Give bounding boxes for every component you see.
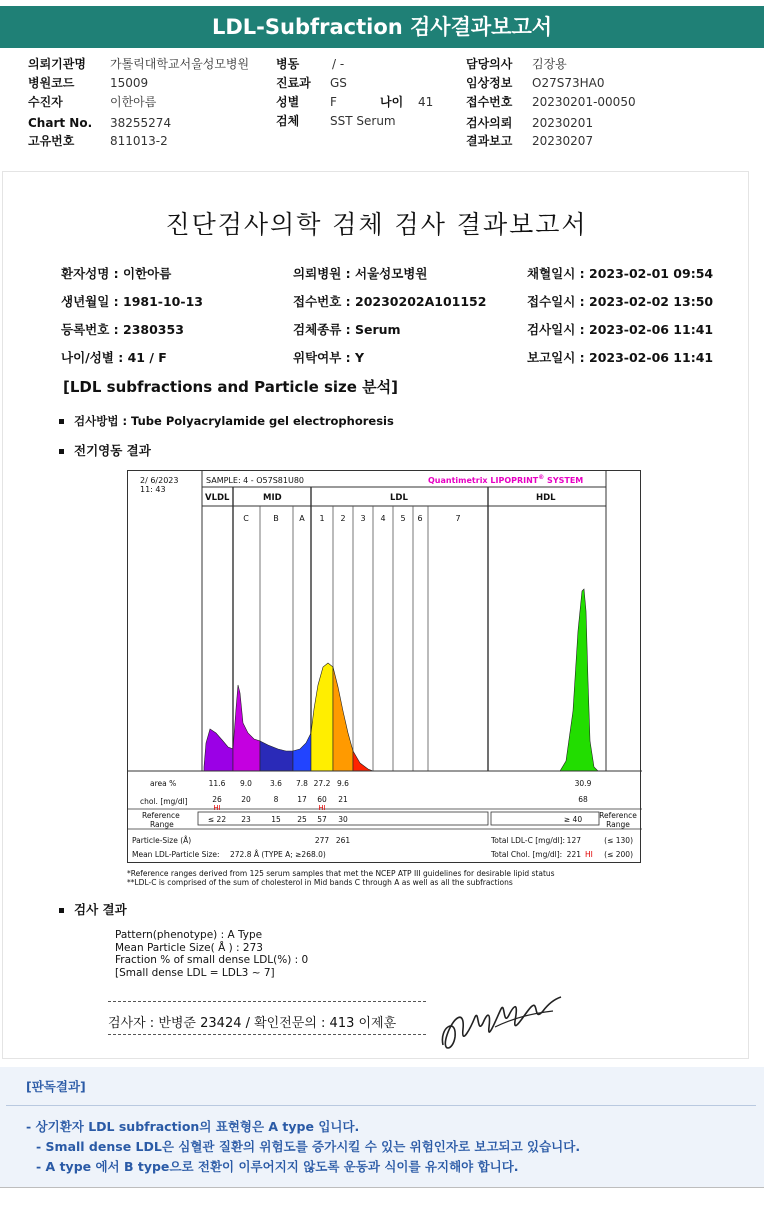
mid-b-peak xyxy=(260,741,293,771)
meta-key: 수진자 xyxy=(28,95,63,109)
report-heading: 진단검사의학 검체 검사 결과보고서 xyxy=(165,210,588,239)
group-label-vldl: VLDL xyxy=(205,493,230,503)
band-label: 2 xyxy=(340,514,346,523)
patient-info: 생년월일 : 1981-10-13 xyxy=(61,294,203,309)
area-value: 7.8 xyxy=(296,779,308,788)
chol-value: 26 xyxy=(212,795,222,804)
meta-key: 나이 xyxy=(380,95,404,109)
row-label: Reference xyxy=(142,811,180,820)
patient-info: 등록번호 : 2380353 xyxy=(61,322,184,337)
band-label: 3 xyxy=(360,514,366,523)
vldl-peak xyxy=(204,729,233,771)
area-value: 3.6 xyxy=(270,779,282,788)
ldl1-peak xyxy=(311,663,333,771)
patient-info: 나이/성별 : 41 / F xyxy=(61,350,167,365)
particle-size-value: 277 xyxy=(314,836,330,845)
footnote-1: *Reference ranges derived from 125 serum samples that met the NCEP ATP III guidelines for desirable lipid status xyxy=(127,869,555,878)
meta-key: 결과보고 xyxy=(466,134,513,148)
total-value: 221 xyxy=(566,850,581,859)
footnote-2: **LDL-C is comprised of the sum of cholesterol in Mid bands C through A as well as all the subfractions xyxy=(127,878,513,887)
bullet-icon xyxy=(59,449,64,454)
meta-key: 임상정보 xyxy=(466,76,513,90)
result-heading: 검사 결과 xyxy=(74,902,127,917)
meta-value: / - xyxy=(332,57,345,71)
header-meta xyxy=(0,0,764,160)
divider xyxy=(0,1187,764,1188)
area-value: 11.6 xyxy=(208,779,226,788)
patient-info: 위탁여부 : Y xyxy=(293,350,365,365)
hdl-peak xyxy=(560,589,598,771)
meta-value: GS xyxy=(330,76,347,90)
band-label: A xyxy=(299,514,305,523)
method-line xyxy=(59,413,394,429)
chart-time: 11: 43 xyxy=(140,485,166,494)
meta-value: 이한아름 xyxy=(110,95,157,109)
band-label: 4 xyxy=(380,514,386,523)
meta-value: O27S73HA0 xyxy=(532,76,605,90)
chart-svg xyxy=(128,471,642,864)
patient-info: 채혈일시 : 2023-02-01 09:54 xyxy=(527,266,714,281)
signature-icon xyxy=(435,987,565,1057)
chol-value: 60 xyxy=(317,795,327,804)
meta-key: 병동 xyxy=(276,57,300,71)
interpretation-panel xyxy=(0,1067,764,1187)
band-label: B xyxy=(273,514,279,523)
chart-sample: SAMPLE: 4 - O57S81U80 xyxy=(206,476,305,485)
divider xyxy=(108,1034,426,1035)
meta-value: 41 xyxy=(418,95,434,109)
band-label: C xyxy=(243,514,249,523)
chol-value: 21 xyxy=(338,795,348,804)
row-label: Range xyxy=(150,820,174,829)
report-title-bar: LDL-Subfraction 검사결과보고서 xyxy=(0,6,764,48)
band-label: 1 xyxy=(319,514,325,523)
patient-info: 접수일시 : 2023-02-02 13:50 xyxy=(527,294,714,309)
result-block xyxy=(115,929,308,979)
patient-info: 검사일시 : 2023-02-06 11:41 xyxy=(527,322,714,337)
total-label: Total LDL-C [mg/dl]: xyxy=(491,836,566,845)
chol-value: 8 xyxy=(273,795,279,804)
total-value: 127 xyxy=(566,836,581,845)
result-pattern: Pattern(phenotype) : A Type xyxy=(115,929,263,941)
reference-value: 23 xyxy=(241,815,251,824)
ldl2-peak xyxy=(333,667,353,771)
group-label-hdl: HDL xyxy=(536,493,556,503)
mid-c-peak xyxy=(233,685,260,771)
result-def: [Small dense LDL = LDL3 ~ 7] xyxy=(115,966,275,979)
divider xyxy=(6,1105,756,1106)
patient-info: 보고일시 : 2023-02-06 11:41 xyxy=(527,350,714,365)
band-label: 5 xyxy=(400,514,406,523)
electro-text: 전기영동 결과 xyxy=(74,443,151,458)
reference-value: 15 xyxy=(271,815,281,824)
patient-info: 접수번호 : 20230202A101152 xyxy=(293,294,487,309)
meta-key: 검체 xyxy=(276,114,300,128)
patient-info: 의뢰병원 : 서울성모병원 xyxy=(293,266,428,281)
interpretation-line: - 상기환자 LDL subfraction의 표현형은 A type 입니다. xyxy=(26,1119,360,1134)
row-label: Particle-Size (Å) xyxy=(132,836,192,845)
section-heading: [LDL subfractions and Particle size 분석] xyxy=(63,378,399,396)
bullet-icon xyxy=(59,908,64,913)
interpretation-line: - Small dense LDL은 심혈관 질환의 위험도를 증가시킬 수 있는 위험인자로 보고되고 있습니다. xyxy=(36,1139,581,1154)
chol-value: 20 xyxy=(241,795,251,804)
meta-key: 담당의사 xyxy=(466,57,513,71)
total-reference: (≤ 200) xyxy=(604,850,633,859)
meta-value: 38255274 xyxy=(110,116,172,130)
total-label: Total Chol. [mg/dl]: xyxy=(491,850,563,859)
chol-value: 68 xyxy=(578,795,588,804)
signature-text: 검사자 : 반병준 23424 / 확인전문의 : 413 이제훈 xyxy=(108,1016,397,1031)
area-value: 30.9 xyxy=(574,779,592,788)
method-text: 검사방법 : Tube Polyacrylamide gel electrophoresis xyxy=(74,414,394,428)
bullet-icon xyxy=(59,419,64,424)
result-line xyxy=(59,900,127,918)
meta-key: Chart No. xyxy=(28,116,93,130)
result-sdldl: Fraction % of small dense LDL(%) : 0 xyxy=(115,954,309,966)
reference-value: 57 xyxy=(317,815,327,824)
ldl3-peak xyxy=(353,751,373,771)
particle-size-value: 261 xyxy=(335,836,351,845)
patient-info: 검체종류 : Serum xyxy=(293,322,401,337)
mean-ldl-value: 272.8 Å (TYPE A; ≥268.0) xyxy=(230,850,326,859)
result-mean-size: Mean Particle Size( Å ) : 273 xyxy=(115,941,263,954)
area-value: 9.0 xyxy=(240,779,252,788)
meta-value: 20230201 xyxy=(532,116,594,130)
row-label: Mean LDL-Particle Size: xyxy=(132,850,220,859)
meta-key: 접수번호 xyxy=(466,95,513,109)
meta-key: 검사의뢰 xyxy=(466,116,513,130)
hi-flag: HI xyxy=(213,804,221,812)
electrophoresis-chart xyxy=(127,470,641,863)
row-label: Reference xyxy=(599,811,637,820)
row-label: chol. [mg/dl] xyxy=(140,797,188,806)
hi-flag: HI xyxy=(318,804,326,812)
electro-line xyxy=(59,441,151,459)
meta-key: 고유번호 xyxy=(28,134,75,148)
reference-box xyxy=(491,812,599,825)
interpretation-line: - A type 에서 B type으로 전환이 이루어지지 않도록 운동과 식이를 유지해야 합니다. xyxy=(36,1159,519,1174)
mid-a-peak xyxy=(293,733,311,771)
meta-value: 20230201-00050 xyxy=(532,95,636,109)
chol-value: 17 xyxy=(297,795,307,804)
reference-value: ≥ 40 xyxy=(563,815,583,824)
meta-value: 김장용 xyxy=(532,57,567,71)
chart-brand: Quantimetrix LIPOPRINT® SYSTEM xyxy=(428,474,584,485)
row-label: Range xyxy=(606,820,630,829)
meta-value: 811013-2 xyxy=(110,134,168,148)
meta-key: 의뢰기관명 xyxy=(28,57,86,71)
report-sheet xyxy=(2,171,749,1059)
meta-value: 가톨릭대학교서울성모병원 xyxy=(110,57,250,71)
meta-value: SST Serum xyxy=(330,114,396,128)
group-label-ldl: LDL xyxy=(390,493,408,503)
patient-info: 환자성명 : 이한아름 xyxy=(61,266,172,281)
meta-value: 15009 xyxy=(110,76,149,90)
meta-key: 성별 xyxy=(276,95,300,109)
band-label: 6 xyxy=(417,514,423,523)
meta-value: F xyxy=(330,95,337,109)
chart-date: 2/ 6/2023 xyxy=(140,476,179,485)
meta-value: 20230207 xyxy=(532,134,594,148)
reference-value: ≤ 22 xyxy=(207,815,227,824)
total-reference: (≤ 130) xyxy=(604,836,633,845)
row-label: area % xyxy=(150,779,177,788)
area-value: 9.6 xyxy=(337,779,349,788)
hi-flag: HI xyxy=(585,850,593,859)
interpretation-heading: [판독결과] xyxy=(26,1079,86,1094)
meta-key: 병원코드 xyxy=(28,76,75,90)
area-value: 27.2 xyxy=(313,779,331,788)
band-label: 7 xyxy=(455,514,461,523)
reference-value: 30 xyxy=(338,815,348,824)
meta-key: 진료과 xyxy=(276,76,311,90)
reference-value: 25 xyxy=(297,815,307,824)
group-label-mid: MID xyxy=(263,493,282,503)
divider xyxy=(108,1001,426,1002)
